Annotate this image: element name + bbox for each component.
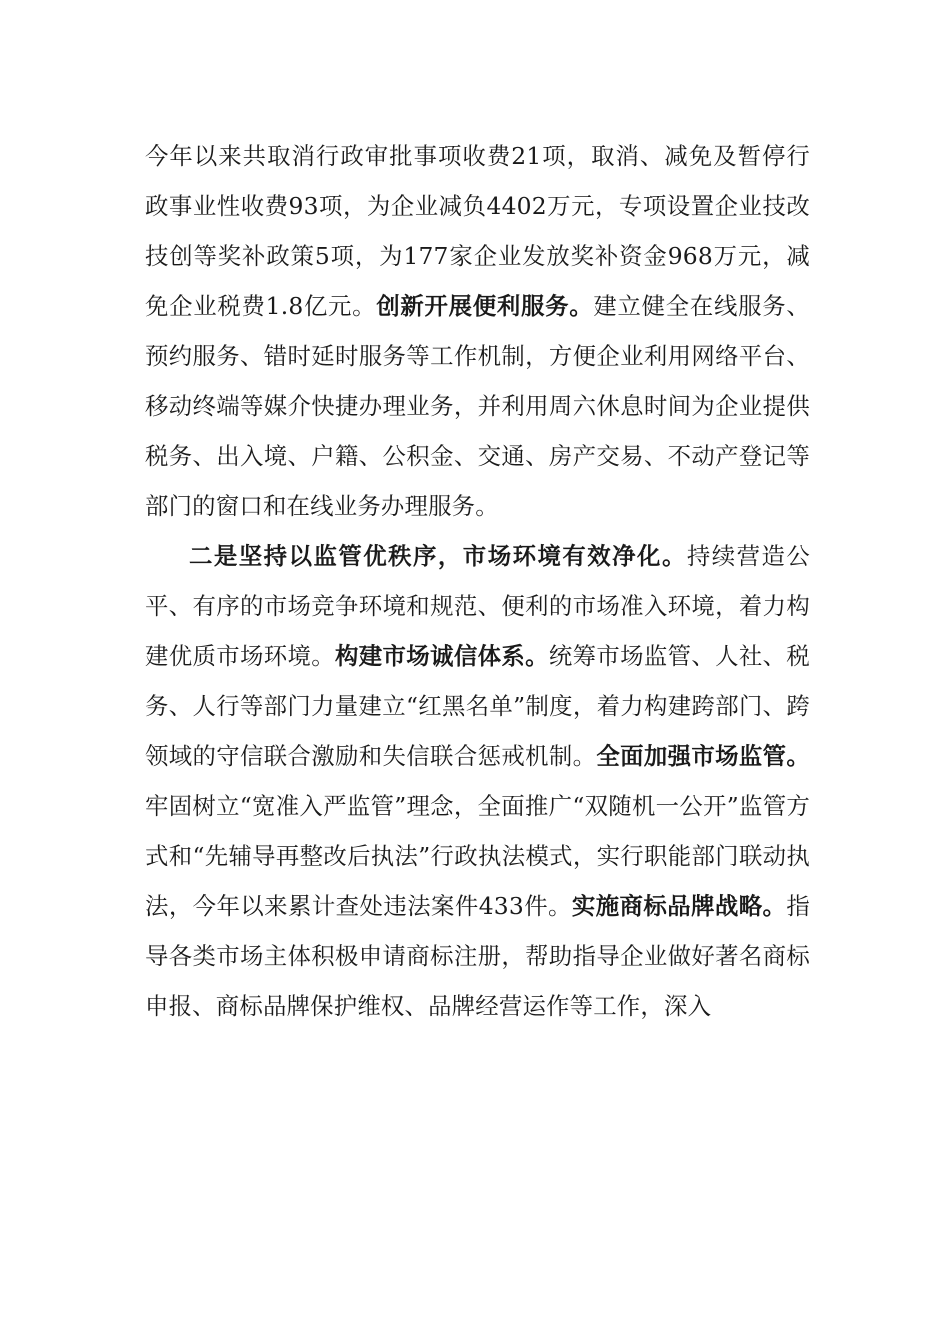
bold-heading-run: 实施商标品牌战略。	[571, 892, 787, 920]
text-run: 指导各类市场主体积极申请商标注册，帮助指导企业做好著名商标申报、商标品牌保护维权、品牌经营运作等工作，深入	[145, 892, 810, 1020]
bold-heading-run: 创新开展便利服务。	[376, 292, 594, 320]
text-run: 今年以来共取消行政审批事项收费21项，取消、减免及暂停行政事业性收费93项，为企业减负4402万元，专项设置企业技改技创等奖补政策5项，为177家企业发放奖补资金968万元，减免企业税费1.8亿元。	[145, 142, 810, 320]
text-run: 统筹市场监管、人社、税务、人行等部门力量建立“红黑名单”制度，着力构建跨部门、跨领域的守信联合激励和失信联合惩戒机制。	[145, 642, 810, 770]
paragraph-1	[145, 131, 810, 531]
text-run: 持续营造公平、有序的市场竞争环境和规范、便利的市场准入环境，着力构建优质市场环境。	[145, 542, 811, 670]
paragraph-2	[145, 531, 810, 1031]
text-run: 建立健全在线服务、预约服务、错时延时服务等工作机制，方便企业利用网络平台、移动终端等媒介快捷办理业务，并利用周六休息时间为企业提供税务、出入境、户籍、公积金、交通、房产交易、不动产登记等部门的窗口和在线业务办理服务。	[145, 292, 810, 520]
bold-heading-run: 全面加强市场监管。	[596, 742, 810, 770]
bold-heading-run: 构建市场诚信体系。	[335, 642, 549, 670]
bold-heading-run: 二是坚持以监管优秩序，市场环境有效净化。	[189, 542, 687, 570]
document-body	[145, 131, 810, 1031]
text-run: 牢固树立“宽准入严监管”理念，全面推广“双随机一公开”监管方式和“先辅导再整改后执法”行政执法模式，实行职能部门联动执法，今年以来累计查处违法案件433件。	[145, 792, 810, 920]
